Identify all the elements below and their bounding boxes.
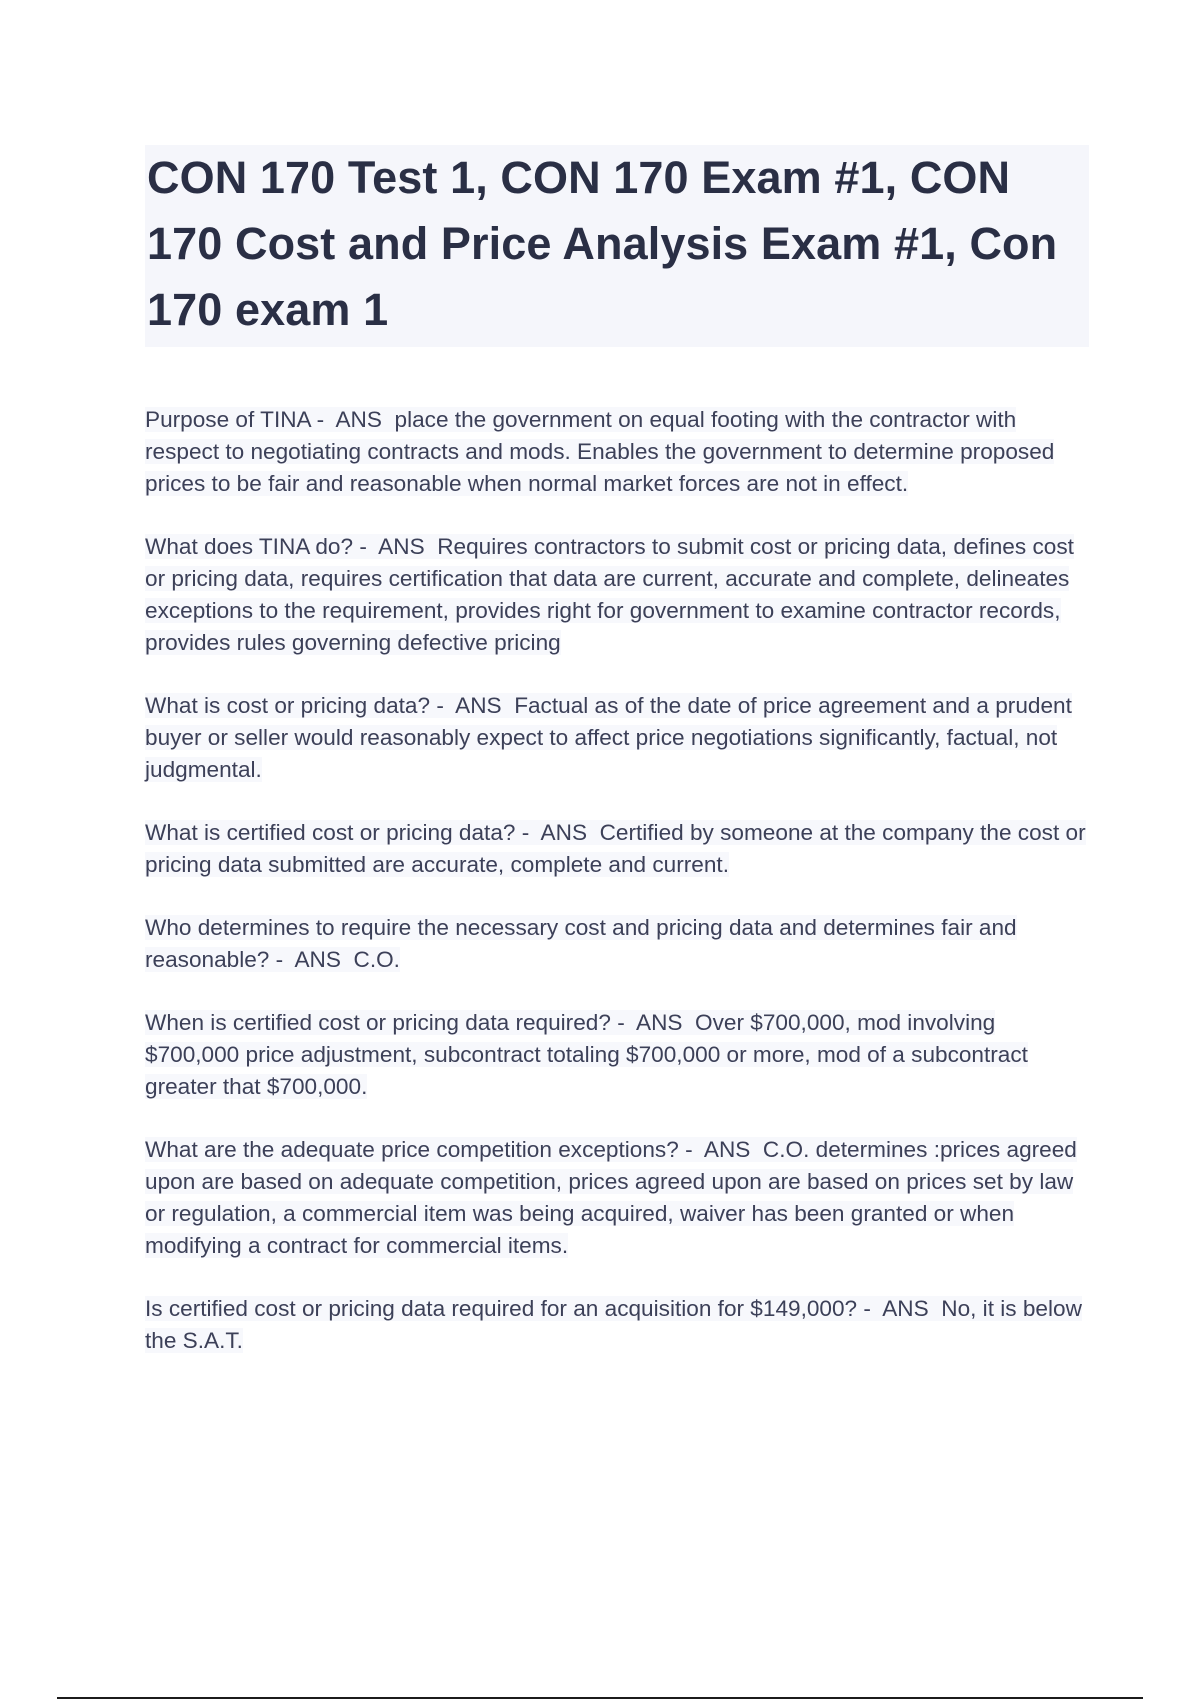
answer-marker: - ANS xyxy=(610,1010,696,1035)
qa-entry-text xyxy=(145,407,1054,496)
question-text: When is certified cost or pricing data required? xyxy=(145,1010,611,1035)
answer-text: C.O. xyxy=(353,947,400,972)
qa-item xyxy=(145,404,1095,500)
qa-entry-text xyxy=(145,534,1074,655)
qa-item xyxy=(145,1007,1095,1103)
question-text: What are the adequate price competition exceptions? xyxy=(145,1137,679,1162)
question-text: Is certified cost or pricing data required for an acquisition for $149,000? xyxy=(145,1296,858,1321)
answer-text: place the government on equal footing with the contractor with respect to negotiating contracts and mods. Enables the government to determine proposed prices to be fair and reasonable when normal market forces are not in effect. xyxy=(145,407,1055,496)
answer-marker: - ANS xyxy=(310,407,395,432)
answer-marker: - ANS xyxy=(857,1296,942,1321)
qa-entry-text xyxy=(145,915,1017,972)
qa-entry-text xyxy=(145,1137,1077,1258)
question-text: What is certified cost or pricing data? xyxy=(145,820,516,845)
qa-entry-text xyxy=(145,693,1072,782)
question-text: Purpose of TINA xyxy=(145,407,311,432)
question-text: Who determines to require the necessary cost and pricing data and determines fair and reasonable? xyxy=(145,915,1017,972)
answer-text: Certified by someone at the company the cost or pricing data submitted are accurate, complete and current. xyxy=(145,820,1086,877)
document-title: CON 170 Test 1, CON 170 Exam #1, CON 170 Cost and Price Analysis Exam #1, Con 170 exam 1 xyxy=(147,152,1058,335)
question-text: What is cost or pricing data? xyxy=(145,693,431,718)
qa-item xyxy=(145,531,1095,659)
answer-marker: - ANS xyxy=(353,534,438,559)
answer-marker: - ANS xyxy=(678,1137,763,1162)
footer-divider xyxy=(57,1697,1143,1699)
answer-marker: - ANS xyxy=(430,693,515,718)
qa-item xyxy=(145,1134,1095,1262)
title-block xyxy=(145,145,1089,347)
qa-list xyxy=(145,404,1095,1388)
qa-item xyxy=(145,690,1095,786)
answer-text: Over $700,000, mod involving $700,000 price adjustment, subcontract totaling $700,000 or more, mod of a subcontract greater that $700,000. xyxy=(145,1010,1028,1099)
answer-text: C.O. determines :prices agreed upon are based on adequate competition, prices agreed upon are based on prices set by law or regulation, a commercial item was being acquired, waiver has been granted or when modifying a contract for commercial items. xyxy=(145,1137,1077,1258)
answer-marker: - ANS xyxy=(515,820,600,845)
qa-item xyxy=(145,912,1095,976)
qa-item xyxy=(145,817,1095,881)
qa-entry-text xyxy=(145,820,1086,877)
answer-text: Requires contractors to submit cost or pricing data, defines cost or pricing data, requires certification that data are current, accurate and complete, delineates exceptions to the requirement, provides right for government to examine contractor records, provides rules governing defective pricing xyxy=(145,534,1074,655)
qa-entry-text xyxy=(145,1296,1082,1353)
question-text: What does TINA do? xyxy=(145,534,354,559)
qa-item xyxy=(145,1293,1095,1357)
answer-text: No, it is below the S.A.T. xyxy=(145,1296,1082,1353)
answer-text: Factual as of the date of price agreement and a prudent buyer or seller would reasonably expect to affect price negotiations significantly, factual, not judgmental. xyxy=(145,693,1072,782)
answer-marker: - ANS xyxy=(269,947,354,972)
qa-entry-text xyxy=(145,1010,1028,1099)
